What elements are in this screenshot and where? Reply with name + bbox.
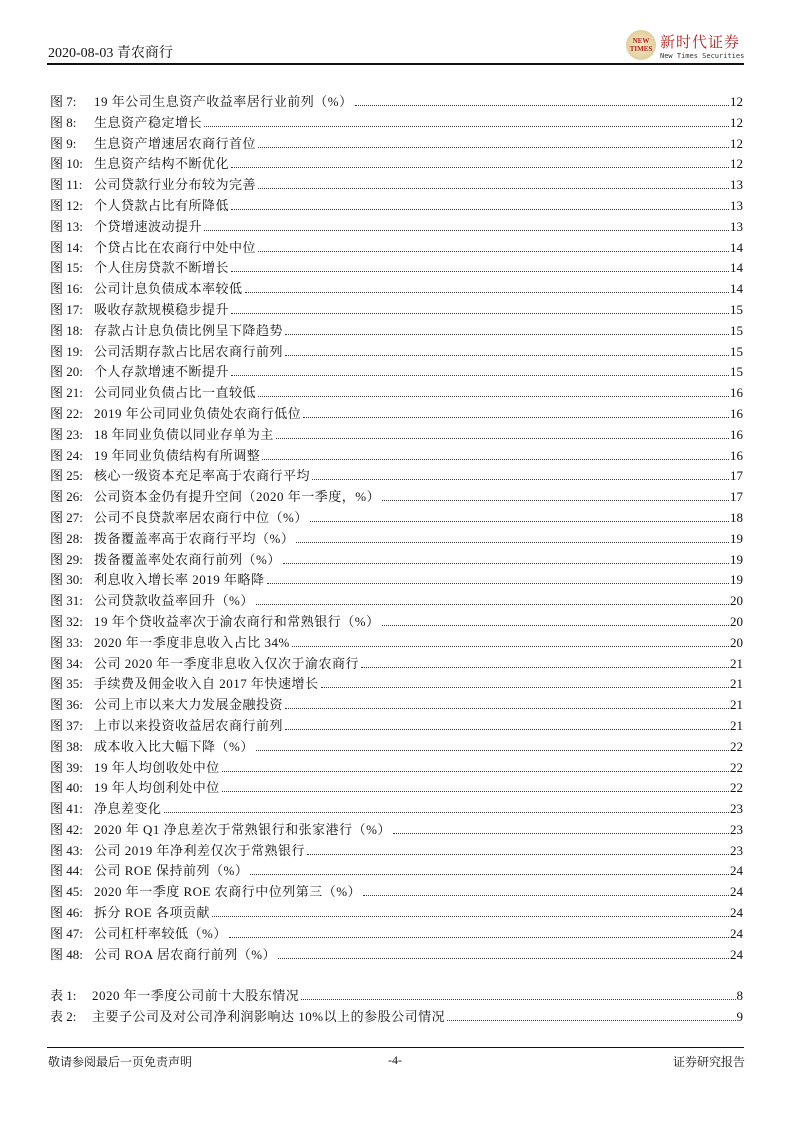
dot-leader [256, 750, 729, 751]
entry-title: 个人住房贷款不断增长 [94, 260, 230, 276]
toc-entry[interactable] [50, 590, 743, 611]
company-name: 青农商行 [116, 46, 173, 61]
entry-title: 19 年公司生息资产收益率居行业前列（%） [94, 94, 353, 109]
entry-page: 14 [730, 281, 743, 297]
entry-title: 2019 年公司同业负债处农商行低位 [94, 405, 302, 421]
toc-entry[interactable] [50, 278, 743, 299]
toc-entry[interactable] [50, 445, 743, 466]
entry-label: 图 12: [50, 197, 83, 213]
entry-page: 13 [730, 218, 743, 234]
dot-leader [363, 895, 729, 896]
entry-title: 成本收入比大幅下降（%） [94, 738, 254, 754]
entry-label: 图 33: [50, 634, 83, 650]
entry-title: 吸收存款规模稳步提升 [94, 301, 230, 317]
entry-label: 图 24: [50, 447, 83, 463]
entry-page: 17 [730, 468, 743, 484]
entry-page: 15 [730, 364, 743, 380]
entry-title: 公司同业负债占比一直较低 [94, 385, 257, 401]
toc-entry[interactable] [50, 944, 743, 965]
dot-leader [250, 874, 729, 875]
logo-seal-icon: NEW TIMES [626, 30, 656, 60]
figure-list [50, 91, 743, 964]
entry-title: 公司计息负债成本率较低 [94, 281, 243, 297]
header-date-company [48, 42, 173, 62]
entry-title: 2020 年一季度非息收入占比 34% [94, 634, 290, 650]
dot-leader [292, 646, 729, 647]
entry-label: 图 26: [50, 489, 83, 505]
entry-page: 20 [730, 613, 743, 629]
toc-entry[interactable] [50, 819, 743, 840]
entry-title: 19 年同业负债结构有所调整 [94, 447, 261, 463]
dot-leader [231, 167, 729, 168]
toc-entry[interactable] [50, 798, 743, 819]
dot-leader [267, 583, 729, 584]
entry-label: 图 18: [50, 322, 83, 338]
entry-title: 拨备覆盖率处农商行前列（%） [94, 551, 281, 567]
toc-entry[interactable] [50, 569, 743, 590]
toc-entry[interactable] [50, 736, 743, 757]
dot-leader [361, 667, 729, 668]
entry-title: 2020 年一季度 ROE 农商行中位列第三（%） [94, 884, 362, 900]
entry-title: 2020 年一季度公司前十大股东情况 [92, 988, 300, 1003]
entry-title: 个人存款增速不断提升 [94, 364, 230, 380]
dot-leader [245, 292, 729, 293]
dot-leader [285, 355, 729, 356]
entry-page: 9 [736, 1008, 743, 1024]
entry-page: 24 [730, 925, 743, 941]
entry-label: 图 27: [50, 509, 83, 525]
entry-title: 19 年人均创利处中位 [94, 780, 220, 796]
entry-title: 公司不良贷款率居农商行中位（%） [94, 509, 308, 525]
entry-title: 18 年同业负债以同业存单为主 [94, 426, 274, 442]
toc-entry[interactable] [50, 382, 743, 403]
toc-entry[interactable] [50, 860, 743, 881]
dot-leader [310, 521, 729, 522]
entry-page: 13 [730, 177, 743, 193]
toc-entry[interactable] [50, 528, 743, 549]
entry-label: 图 31: [50, 593, 83, 609]
entry-title: 拆分 ROE 各项贡献 [94, 905, 211, 921]
entry-label: 图 10: [50, 156, 83, 172]
entry-page: 20 [730, 634, 743, 650]
entry-page: 23 [730, 801, 743, 817]
entry-page: 21 [730, 655, 743, 671]
toc-entry[interactable] [50, 237, 743, 258]
entry-page: 24 [730, 884, 743, 900]
entry-page: 8 [736, 988, 743, 1003]
entry-page: 15 [730, 301, 743, 317]
entry-label: 图 9: [50, 135, 77, 151]
toc-entry[interactable] [50, 299, 743, 320]
toc-entry[interactable] [50, 424, 743, 445]
entry-page: 22 [730, 738, 743, 754]
entry-label: 图 22: [50, 405, 83, 421]
toc-entry[interactable] [50, 632, 743, 653]
entry-title: 公司杠杆率较低（%） [94, 925, 227, 941]
entry-page: 18 [730, 509, 743, 525]
logo-en-text: New Times Securities [660, 51, 745, 60]
toc-entry[interactable] [50, 777, 743, 798]
toc-entry[interactable] [50, 174, 743, 195]
toc-entry[interactable] [50, 902, 743, 923]
entry-title: 生息资产结构不断优化 [94, 156, 230, 172]
dot-leader [222, 791, 729, 792]
entry-title: 公司 ROE 保持前列（%） [94, 863, 249, 879]
entry-label: 图 48: [50, 946, 83, 962]
toc-entry[interactable] [50, 840, 743, 861]
entry-page: 16 [730, 385, 743, 401]
dot-leader [229, 937, 729, 938]
entry-label: 表 1: [50, 988, 77, 1003]
entry-title: 19 年人均创收处中位 [94, 759, 220, 775]
toc-entry[interactable] [50, 403, 743, 424]
toc-entry[interactable] [50, 881, 743, 902]
dot-leader [256, 604, 729, 605]
toc-entry[interactable] [50, 133, 743, 154]
entry-label: 图 25: [50, 468, 83, 484]
entry-title: 2020 年 Q1 净息差次于常熟银行和张家港行（%） [94, 821, 391, 837]
entry-title: 个贷增速波动提升 [94, 218, 203, 234]
entry-label: 图 34: [50, 655, 83, 671]
entry-page: 19 [730, 530, 743, 546]
toc-entry[interactable] [50, 1006, 743, 1027]
entry-label: 图 29: [50, 551, 83, 567]
entry-label: 图 7: [50, 94, 77, 109]
toc-entry[interactable] [50, 549, 743, 570]
entry-page: 21 [730, 676, 743, 692]
entry-title: 手续费及佣金收入自 2017 年快速增长 [94, 676, 319, 692]
entry-page: 14 [730, 239, 743, 255]
entry-page: 21 [730, 717, 743, 733]
entry-title: 生息资产稳定增长 [94, 114, 203, 130]
dot-leader [321, 687, 729, 688]
entry-page: 13 [730, 197, 743, 213]
entry-label: 图 42: [50, 821, 83, 837]
toc-entry[interactable] [50, 715, 743, 736]
entry-page: 24 [730, 863, 743, 879]
dot-leader [231, 271, 729, 272]
dot-leader [355, 105, 729, 106]
dot-leader [258, 251, 729, 252]
entry-label: 图 16: [50, 281, 83, 297]
dot-leader [204, 126, 729, 127]
entry-label: 图 21: [50, 385, 83, 401]
entry-title: 19 年个贷收益率次于渝农商行和常熟银行（%） [94, 613, 380, 629]
dot-leader [258, 396, 729, 397]
logo-cn-text: 新时代证券 [660, 34, 741, 51]
report-type: 证券研究报告 [672, 1055, 745, 1069]
entry-page: 12 [730, 114, 743, 130]
entry-label: 图 38: [50, 738, 83, 754]
toc-entry[interactable] [50, 216, 743, 237]
brand-logo [626, 30, 744, 60]
entry-title: 拨备覆盖率高于农商行平均（%） [94, 530, 295, 546]
entry-label: 图 30: [50, 572, 83, 588]
toc-entry[interactable] [50, 923, 743, 944]
dot-leader [231, 209, 729, 210]
toc-entry[interactable] [50, 320, 743, 341]
entry-page: 23 [730, 842, 743, 858]
entry-label: 图 32: [50, 613, 83, 629]
entry-title: 公司 2020 年一季度非息收入仅次于渝农商行 [94, 655, 360, 671]
entry-label: 图 14: [50, 239, 83, 255]
dot-leader [212, 916, 729, 917]
entry-page: 21 [730, 697, 743, 713]
dot-leader [285, 729, 729, 730]
dot-leader [303, 417, 729, 418]
entry-label: 图 36: [50, 697, 83, 713]
dot-leader [296, 542, 729, 543]
dot-leader [393, 833, 729, 834]
dot-leader [204, 230, 729, 231]
entry-label: 表 2: [50, 1008, 77, 1024]
entry-page: 24 [730, 946, 743, 962]
toc-entry[interactable] [50, 694, 743, 715]
entry-page: 12 [730, 135, 743, 151]
entry-label: 图 41: [50, 801, 83, 817]
entry-label: 图 28: [50, 530, 83, 546]
entry-title: 个人贷款占比有所降低 [94, 197, 230, 213]
entry-label: 图 43: [50, 842, 83, 858]
toc-entry[interactable] [50, 465, 743, 486]
toc-entry[interactable] [50, 195, 743, 216]
entry-page: 16 [730, 426, 743, 442]
page-number: -4- [388, 1053, 402, 1067]
toc-entry[interactable] [50, 361, 743, 382]
toc-entry[interactable] [50, 673, 743, 694]
entry-page: 15 [730, 322, 743, 338]
dot-leader [278, 958, 729, 959]
entry-label: 图 35: [50, 676, 83, 692]
dot-leader [382, 625, 729, 626]
entry-label: 图 45: [50, 884, 83, 900]
entry-label: 图 8: [50, 114, 77, 130]
entry-title: 公司活期存款占比居农商行前列 [94, 343, 284, 359]
entry-page: 23 [730, 821, 743, 837]
toc-entry[interactable] [50, 153, 743, 174]
dot-leader [164, 812, 729, 813]
entry-title: 公司贷款收益率回升（%） [94, 593, 254, 609]
entry-page: 19 [730, 572, 743, 588]
table-list [50, 985, 743, 1027]
entry-label: 图 46: [50, 905, 83, 921]
dot-leader [285, 334, 729, 335]
dot-leader [276, 438, 729, 439]
report-date: 2020-08-03 [48, 46, 114, 61]
entry-page: 22 [730, 759, 743, 775]
dot-leader [258, 188, 729, 189]
entry-label: 图 40: [50, 780, 83, 796]
entry-title: 公司 2019 年净利差仅次于常熟银行 [94, 842, 306, 858]
entry-title: 主要子公司及对公司净利润影响达 10%以上的参股公司情况 [92, 1008, 446, 1024]
entry-title: 生息资产增速居农商行首位 [94, 135, 257, 151]
entry-page: 14 [730, 260, 743, 276]
entry-title: 核心一级资本充足率高于农商行平均 [94, 468, 311, 484]
entry-page: 24 [730, 905, 743, 921]
dot-leader [447, 1020, 735, 1021]
entry-label: 图 20: [50, 364, 83, 380]
entry-label: 图 39: [50, 759, 83, 775]
entry-title: 个贷占比在农商行中处中位 [94, 239, 257, 255]
footer-disclaimer: 敬请参阅最后一页免责声明 [48, 1055, 193, 1069]
entry-title: 公司上市以来大力发展金融投资 [94, 697, 284, 713]
dot-leader [312, 479, 729, 480]
dot-leader [262, 459, 729, 460]
entry-label: 图 15: [50, 260, 83, 276]
entry-page: 15 [730, 343, 743, 359]
toc-entry[interactable] [50, 985, 743, 1006]
toc-entry[interactable] [50, 486, 743, 507]
entry-title: 公司资本金仍有提升空间（2020 年一季度，%） [94, 489, 381, 505]
dot-leader [285, 708, 729, 709]
entry-page: 22 [730, 780, 743, 796]
dot-leader [258, 147, 729, 148]
dot-leader [231, 313, 729, 314]
entry-title: 净息差变化 [94, 801, 162, 817]
entry-label: 图 23: [50, 426, 83, 442]
entry-title: 上市以来投资收益居农商行前列 [94, 717, 284, 733]
toc-entry[interactable] [50, 611, 743, 632]
entry-page: 20 [730, 593, 743, 609]
entry-title: 利息收入增长率 2019 年略降 [94, 572, 265, 588]
entry-title: 存款占计息负债比例呈下降趋势 [94, 322, 284, 338]
entry-page: 12 [730, 156, 743, 172]
entry-label: 图 47: [50, 925, 83, 941]
entry-title: 公司 ROA 居农商行前列（%） [94, 946, 277, 962]
dot-leader [222, 771, 729, 772]
entry-page: 12 [730, 94, 743, 109]
toc-entry[interactable] [50, 91, 743, 112]
entry-title: 公司贷款行业分布较为完善 [94, 177, 257, 193]
entry-label: 图 11: [50, 177, 83, 193]
dot-leader [231, 375, 729, 376]
toc-entry[interactable] [50, 507, 743, 528]
entry-page: 16 [730, 405, 743, 421]
entry-label: 图 44: [50, 863, 83, 879]
footer-divider [47, 1047, 744, 1048]
toc-entry[interactable] [50, 112, 743, 133]
dot-leader [307, 854, 729, 855]
entry-label: 图 13: [50, 218, 83, 234]
entry-page: 17 [730, 489, 743, 505]
entry-label: 图 19: [50, 343, 83, 359]
entry-page: 19 [730, 551, 743, 567]
dot-leader [382, 500, 729, 501]
entry-label: 图 17: [50, 301, 83, 317]
dot-leader [283, 563, 729, 564]
dot-leader [301, 999, 735, 1000]
toc-entry[interactable] [50, 653, 743, 674]
entry-label: 图 37: [50, 717, 83, 733]
header-divider [47, 63, 744, 65]
entry-page: 16 [730, 447, 743, 463]
toc-entry[interactable] [50, 341, 743, 362]
toc-entry[interactable] [50, 257, 743, 278]
toc-entry[interactable] [50, 757, 743, 778]
